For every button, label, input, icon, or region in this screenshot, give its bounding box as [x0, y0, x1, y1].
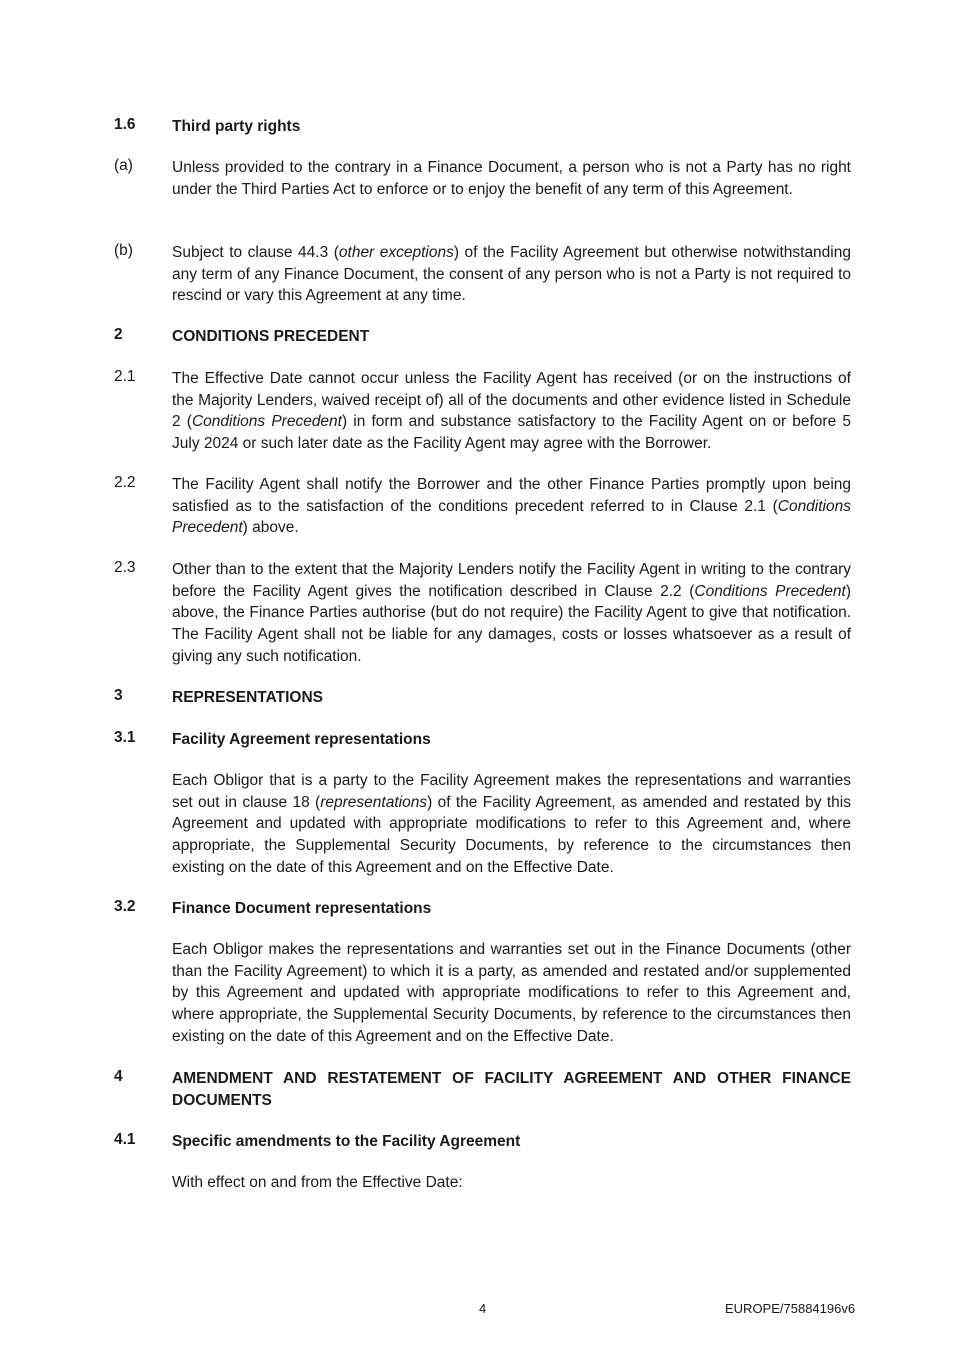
section-1-6-heading: [114, 116, 851, 138]
clause-number: 2.2: [114, 474, 136, 491]
section-number: 3.1: [114, 729, 136, 746]
paragraph-3-2: [114, 939, 851, 1048]
clause-number: 2.1: [114, 368, 136, 385]
section-number: 4: [114, 1068, 123, 1085]
section-number: 1.6: [114, 116, 136, 133]
clause-2-3: [114, 559, 851, 668]
paragraph-4-1: [114, 1172, 851, 1194]
clause-number: (a): [114, 157, 133, 174]
section-4-heading: [114, 1068, 851, 1111]
section-title: Finance Document representations: [172, 900, 432, 917]
clause-text: Subject to clause 44.3 (other exceptions) of the Facility Agreement but otherwise notwithstanding any term of any Finance Document, the consent of any person who is not a Party is not required to rescind or vary this Agreement at any time.: [172, 244, 851, 305]
paragraph-3-1: [114, 770, 851, 879]
clause-number: (b): [114, 242, 133, 259]
clause-number: 2.3: [114, 559, 136, 576]
clause-1-6-a: [114, 157, 851, 200]
section-2-heading: [114, 326, 851, 348]
section-number: 3: [114, 687, 123, 704]
clause-1-6-b: [114, 242, 851, 307]
clause-text: Unless provided to the contrary in a Finance Document, a person who is not a Party has no right under the Third Parties Act to enforce or to enjoy the benefit of any term of this Agreement.: [172, 159, 851, 198]
document-reference: EUROPE/75884196v6: [725, 1301, 856, 1316]
section-4-1-heading: [114, 1131, 851, 1153]
section-number: 2: [114, 326, 123, 343]
section-title: Specific amendments to the Facility Agreement: [172, 1133, 521, 1150]
section-3-2-heading: [114, 898, 851, 920]
clause-text: The Facility Agent shall notify the Borrower and the other Finance Parties promptly upon being satisfied as to the satisfaction of the conditions precedent referred to in Clause 2.1 (Conditions Precedent) above.: [172, 476, 851, 537]
clause-2-1: [114, 368, 851, 455]
clause-text: The Effective Date cannot occur unless the Facility Agent has received (or on the instructions of the Majority Lenders, waived receipt of) all of the documents and other evidence listed in Schedule 2 (Conditions Precedent) in form and substance satisfactory to the Facility Agent on or before 5 July 2024 or such later date as the Facility Agent may agree with the Borrower.: [172, 370, 851, 453]
paragraph-text: Each Obligor that is a party to the Facility Agreement makes the representations and warranties set out in clause 18 (representations) of the Facility Agreement, as amended and restated by this Agreement and updated with appropriate modifications to refer to this Agreement and, where appropriate, the Supplemental Security Documents, by reference to the circumstances then existing on the date of this Agreement and on the Effective Date.: [172, 772, 851, 876]
paragraph-text: Each Obligor makes the representations and warranties set out in the Finance Documents (other than the Facility Agreement) to which it is a party, as amended and restated and/or supplemented by this Agreement and updated with appropriate modifications to refer to this Agreement and, where appropriate, the Supplemental Security Documents, by reference to the circumstances then existing on the date of this Agreement and on the Effective Date.: [172, 941, 851, 1045]
section-title: Facility Agreement representations: [172, 731, 431, 748]
section-number: 3.2: [114, 898, 136, 915]
section-title: Third party rights: [172, 118, 301, 135]
paragraph-text: With effect on and from the Effective Date:: [172, 1174, 463, 1191]
clause-2-2: [114, 474, 851, 539]
section-3-heading: [114, 687, 851, 709]
page-number: 4: [479, 1301, 487, 1316]
section-3-1-heading: [114, 729, 851, 751]
section-title: CONDITIONS PRECEDENT: [172, 328, 370, 345]
clause-text: Other than to the extent that the Majority Lenders notify the Facility Agent in writing to the contrary before the Facility Agent gives the notification described in Clause 2.2 (Conditions Precedent) above, the Finance Parties authorise (but do not require) the Facility Agent to give that notification. The Facility Agent shall not be liable for any damages, costs or losses whatsoever as a result of giving any such notification.: [172, 561, 851, 665]
section-title: REPRESENTATIONS: [172, 689, 323, 706]
section-title: AMENDMENT AND RESTATEMENT OF FACILITY AGREEMENT AND OTHER FINANCE DOCUMENTS: [172, 1070, 851, 1109]
section-number: 4.1: [114, 1131, 136, 1148]
